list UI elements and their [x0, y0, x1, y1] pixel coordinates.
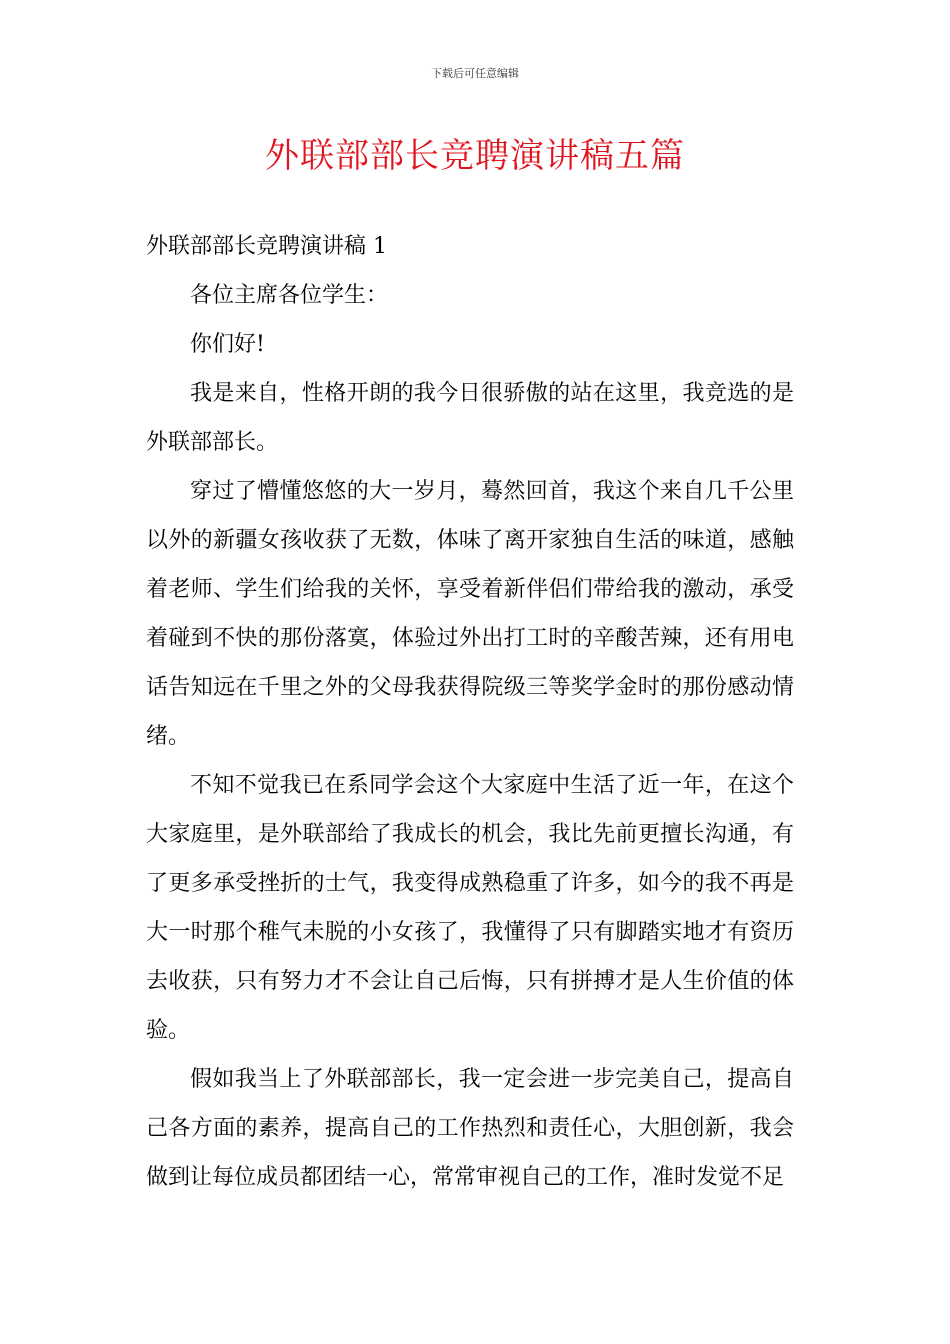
paragraph-intro: 我是来自，性格开朗的我今日很骄傲的站在这里，我竞选的是外联部部长。	[146, 381, 794, 455]
section-heading: 外联部部长竞聘演讲稿 1	[146, 234, 387, 259]
paragraph-growth: 不知不觉我已在系同学会这个大家庭中生活了近一年，在这个大家庭里，是外联部给了我成长的机会，我比先前更擅长沟通，有了更多承受挫折的士气，我变得成熟稳重了许多，如今的我不再是大一时那个稚气未脱的小女孩了，我懂得了只有脚踏实地才有资历去收获，只有努力才不会让自己后悔，只有拼搏才是人生价值的体验。	[146, 773, 794, 1043]
paragraph-hello: 你们好!	[190, 332, 265, 357]
paragraph-experience: 穿过了懵懂悠悠的大一岁月，蓦然回首，我这个来自几千公里以外的新疆女孩收获了无数，体味了离开家独自生活的味道，感触着老师、学生们给我的关怀，享受着新伴侣们带给我的激动，承受着碰到不快的那份落寞，体验过外出打工时的辛酸苦辣，还有用电话告知远在千里之外的父母我获得院级三等奖学金时的那份感动情绪。	[146, 479, 794, 749]
document-title: 外联部部长竞聘演讲稿五篇	[265, 136, 685, 176]
paragraph-plan: 假如我当上了外联部部长，我一定会进一步完美自己，提高自己各方面的素养，提高自己的工作热烈和责任心，大胆创新，我会做到让每位成员都团结一心，常常审视自己的工作，准时发觉不足	[146, 1067, 794, 1190]
header-note: 下载后可任意编辑	[431, 67, 519, 80]
document-body	[146, 222, 794, 1202]
paragraph-greeting: 各位主席各位学生：	[190, 283, 389, 308]
